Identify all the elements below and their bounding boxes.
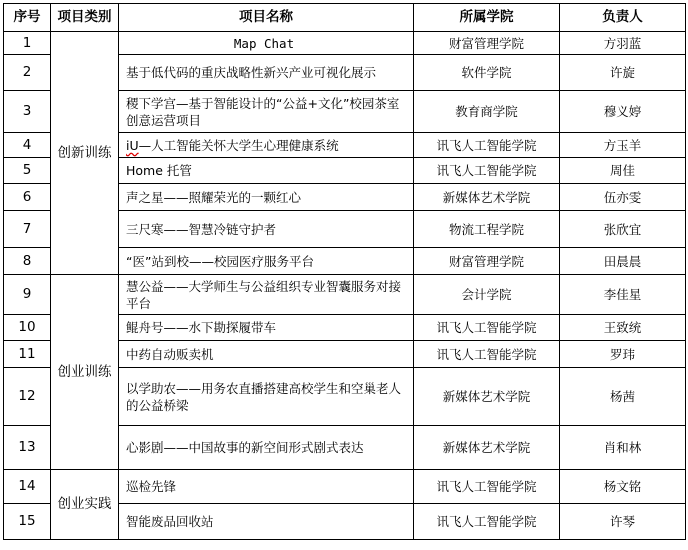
header-no: 序号 <box>4 4 51 32</box>
college: 新媒体艺术学院 <box>414 184 560 211</box>
college: 物流工程学院 <box>414 211 560 248</box>
project-name: “医”站到校——校园医疗服务平台 <box>119 248 414 275</box>
table-row <box>4 32 686 55</box>
college: 财富管理学院 <box>414 248 560 275</box>
college: 教育商学院 <box>414 91 560 133</box>
header-category: 项目类别 <box>51 4 119 32</box>
college: 讯飞人工智能学院 <box>414 315 560 341</box>
leader: 周佳 <box>560 158 686 184</box>
leader: 许旋 <box>560 55 686 91</box>
project-name: Map Chat <box>119 32 414 55</box>
row-number: 10 <box>4 315 51 341</box>
project-name: 声之星——照耀荣光的一颗红心 <box>119 184 414 211</box>
project-name: Home 托管 <box>119 158 414 184</box>
row-number: 13 <box>4 426 51 470</box>
category-cell: 创业实践 <box>51 470 119 540</box>
college: 新媒体艺术学院 <box>414 368 560 426</box>
leader: 方玉羊 <box>560 133 686 158</box>
project-name: 以学助农——用务农直播搭建高校学生和空巢老人的公益桥梁 <box>119 368 414 426</box>
project-name: 慧公益——大学师生与公益组织专业智囊服务对接平台 <box>119 275 414 315</box>
table-row <box>4 470 686 504</box>
college: 讯飞人工智能学院 <box>414 158 560 184</box>
project-name: 鲲舟号——水下勘探履带车 <box>119 315 414 341</box>
row-number: 2 <box>4 55 51 91</box>
row-number: 4 <box>4 133 51 158</box>
project-name: 稷下学宫—基于智能设计的“公益+文化”校园茶室创意运营项目 <box>119 91 414 133</box>
row-number: 3 <box>4 91 51 133</box>
header-project-name: 项目名称 <box>119 4 414 32</box>
project-name-rest: —人工智能关怀大学生心理健康系统 <box>138 137 339 153</box>
college: 讯飞人工智能学院 <box>414 470 560 504</box>
college: 会计学院 <box>414 275 560 315</box>
category-cell: 创业训练 <box>51 275 119 470</box>
college: 讯飞人工智能学院 <box>414 504 560 540</box>
project-name-prefix: iU <box>126 137 139 153</box>
college: 新媒体艺术学院 <box>414 426 560 470</box>
header-row <box>4 4 686 32</box>
row-number: 15 <box>4 504 51 540</box>
project-name: 三尺寒——智慧冷链守护者 <box>119 211 414 248</box>
row-number: 9 <box>4 275 51 315</box>
project-table <box>3 3 686 540</box>
leader: 杨茜 <box>560 368 686 426</box>
leader: 肖和林 <box>560 426 686 470</box>
row-number: 12 <box>4 368 51 426</box>
college: 讯飞人工智能学院 <box>414 133 560 158</box>
project-name: 智能废品回收站 <box>119 504 414 540</box>
college: 讯飞人工智能学院 <box>414 341 560 368</box>
row-number: 14 <box>4 470 51 504</box>
row-number: 7 <box>4 211 51 248</box>
leader: 杨文铭 <box>560 470 686 504</box>
college: 财富管理学院 <box>414 32 560 55</box>
table-row <box>4 275 686 315</box>
leader: 张欣宜 <box>560 211 686 248</box>
leader: 许琴 <box>560 504 686 540</box>
project-name <box>119 133 414 158</box>
project-name: 中药自动贩卖机 <box>119 341 414 368</box>
project-name: 心影剧——中国故事的新空间形式剧式表达 <box>119 426 414 470</box>
college: 软件学院 <box>414 55 560 91</box>
category-cell: 创新训练 <box>51 32 119 275</box>
leader: 田晨晨 <box>560 248 686 275</box>
leader: 伍亦雯 <box>560 184 686 211</box>
project-name: 基于低代码的重庆战略性新兴产业可视化展示 <box>119 55 414 91</box>
leader: 王致统 <box>560 315 686 341</box>
project-name: 巡检先锋 <box>119 470 414 504</box>
row-number: 5 <box>4 158 51 184</box>
leader: 穆义婷 <box>560 91 686 133</box>
header-college: 所属学院 <box>414 4 560 32</box>
header-leader: 负责人 <box>560 4 686 32</box>
leader: 方羽蓝 <box>560 32 686 55</box>
row-number: 11 <box>4 341 51 368</box>
leader: 罗玮 <box>560 341 686 368</box>
row-number: 6 <box>4 184 51 211</box>
row-number: 8 <box>4 248 51 275</box>
row-number: 1 <box>4 32 51 55</box>
leader: 李佳星 <box>560 275 686 315</box>
